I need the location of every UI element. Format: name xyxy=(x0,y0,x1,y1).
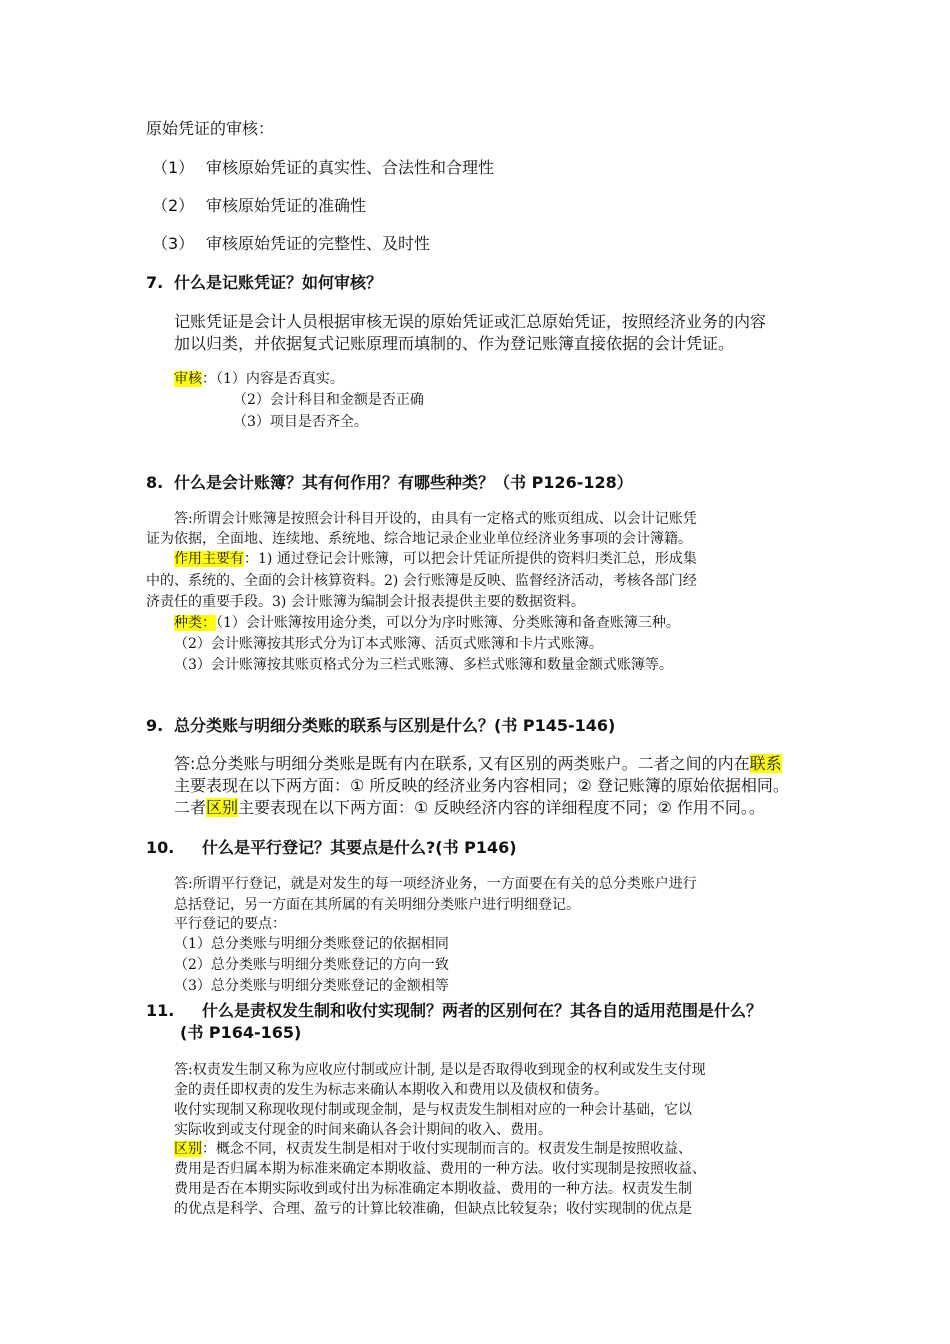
audit-line xyxy=(174,368,344,388)
answer-line: 主要表现在以下两方面：① 所反映的经济业务内容相同；② 登记账簿的原始依据相同。 xyxy=(174,776,789,795)
answer-line: 济责任的重要手段。3) 会计账簿为编制会计报表提供主要的数据资料。 xyxy=(146,594,585,610)
question-number: 8. xyxy=(146,473,164,492)
audit-item: （2）会计科目和金额是否正确 xyxy=(233,392,424,408)
kind-line xyxy=(174,612,680,632)
answer-text: 答:总分类账与明细分类账是既有内在联系, 又有区别的两类账户。二者之间的内在 xyxy=(174,754,750,773)
question-heading xyxy=(146,998,762,1021)
answer-line: 费用是否归属本期为标准来确定本期收益、费用的一种方法。收付实现制是按照收益、 xyxy=(174,1161,706,1177)
answer-line: 答:所谓平行登记，就是对发生的每一项经济业务，一方面要在有关的总分类账户进行 xyxy=(174,876,697,892)
highlight-term: 区别 xyxy=(206,798,239,817)
item-text: 审核原始凭证的真实性、合法性和合理性 xyxy=(206,158,495,177)
item-number: （2） xyxy=(152,196,195,215)
answer-line: （2）总分类账与明细分类账登记的方向一致 xyxy=(174,957,449,973)
question-title: 什么是会计账簿？其有何作用？有哪些种类？（书 P126-128） xyxy=(174,473,633,492)
item-text: 审核原始凭证的完整性、及时性 xyxy=(206,234,431,253)
audit-item: （1）内容是否真实。 xyxy=(216,371,344,387)
question-title: 什么是平行登记？其要点是什么?(书 P146) xyxy=(202,838,517,857)
audit-item: （3）项目是否齐全。 xyxy=(233,414,368,430)
highlight-term: 联系 xyxy=(749,754,782,773)
answer-line: 总括登记，另一方面在其所属的有关明细分类账户进行明细登记。 xyxy=(174,897,580,913)
item-number: （1） xyxy=(152,158,195,177)
question-heading xyxy=(146,270,382,293)
answer-line: 中的、系统的、全面的会计核算资料。2) 会行账簿是反映、监督经济活动，考核各部门经 xyxy=(146,573,697,589)
answer-line xyxy=(174,751,782,774)
answer-line: 加以归类，并依据复式记账原理而填制的、作为登记账簿直接依据的会计凭证。 xyxy=(174,334,735,353)
role-label: 作用主要有 xyxy=(174,551,244,567)
kind-label: 种类： xyxy=(174,615,216,631)
answer-line: 答:所谓会计账簿是按照会计科目开设的，由具有一定格式的账页组成、以会计记账凭 xyxy=(174,511,697,527)
answer-line: 金的责任即权责的发生为标志来确认本期收入和费用以及债权和债务。 xyxy=(174,1082,608,1098)
answer-line: 费用是否在本期实际收到或付出为标准确定本期收益、费用的一种方法。权责发生制 xyxy=(174,1181,692,1197)
diff-line xyxy=(174,1138,692,1158)
role-text: ：1) 通过登记会计账簿，可以把会计凭证所提供的资料归类汇总，形成集 xyxy=(244,551,697,567)
question-title: 什么是责权发生制和收付实现制？两者的区别何在？其各自的适用范围是什么？ xyxy=(202,1001,763,1020)
role-line xyxy=(174,548,697,568)
answer-line: （1）总分类账与明细分类账登记的依据相同 xyxy=(174,936,449,952)
question-number: 9. xyxy=(146,716,164,735)
diff-text: ：概念不同，权责发生制是相对于收付实现制而言的。权责发生制是按照收益、 xyxy=(202,1141,692,1157)
question-heading xyxy=(146,713,615,736)
answer-text: 二者 xyxy=(174,798,207,817)
kind-text: （1）会计账簿按用途分类，可以分为序时账簿、分类账簿和备查账簿三种。 xyxy=(216,615,680,631)
answer-line: 实际收到或支付现金的时间来确认各会计期间的收入、费用。 xyxy=(174,1122,552,1138)
question-number: 10. xyxy=(146,838,175,857)
question-number: 7. xyxy=(146,273,164,292)
answer-text: 主要表现在以下两方面：① 反映经济内容的详细程度不同；② 作用不同。。 xyxy=(238,798,765,817)
answer-line: （2）会计账簿按其形式分为订本式账簿、活页式账簿和卡片式账簿。 xyxy=(174,636,603,652)
answer-line: 收付实现制又称现收现付制或现金制，是与权责发生制相对应的一种会计基础，它以 xyxy=(174,1102,692,1118)
audit-label: 审核 xyxy=(174,371,202,387)
answer-line: 平行登记的要点： xyxy=(174,916,286,932)
answer-line: （3）总分类账与明细分类账登记的金额相等 xyxy=(174,978,449,994)
item-text: 审核原始凭证的准确性 xyxy=(206,196,367,215)
answer-line: 证为依据，全面地、连续地、系统地、综合地记录企业业单位经济业务事项的会计簿籍。 xyxy=(146,531,692,547)
question-title: 总分类账与明细分类账的联系与区别是什么？(书 P145-146) xyxy=(174,716,616,735)
question-title: 什么是记账凭证？如何审核？ xyxy=(174,273,383,292)
intro-item xyxy=(152,231,430,254)
audit-colon: ： xyxy=(202,371,216,387)
question-number: 11. xyxy=(146,1001,175,1020)
question-title-cont: (书 P164-165) xyxy=(180,1023,302,1042)
diff-label: 区别 xyxy=(174,1141,202,1157)
intro-title: 原始凭证的审核： xyxy=(146,119,275,138)
answer-line: 记账凭证是会计人员根据审核无误的原始凭证或汇总原始凭证，按照经济业务的内容 xyxy=(174,312,767,331)
answer-line: 的优点是科学、合理、盈亏的计算比较准确，但缺点比较复杂；收付实现制的优点是 xyxy=(174,1201,692,1217)
answer-line: 答:权责发生制又称为应收应付制或应计制, 是以是否取得收到现金的权利或发生支付现 xyxy=(174,1062,706,1078)
item-number: （3） xyxy=(152,234,195,253)
intro-item xyxy=(152,193,366,216)
question-heading xyxy=(146,470,633,493)
answer-line xyxy=(174,795,765,818)
answer-line: （3）会计账簿按其账页格式分为三栏式账簿、多栏式账簿和数量金额式账簿等。 xyxy=(174,657,673,673)
intro-item xyxy=(152,155,494,178)
question-heading xyxy=(146,835,517,858)
